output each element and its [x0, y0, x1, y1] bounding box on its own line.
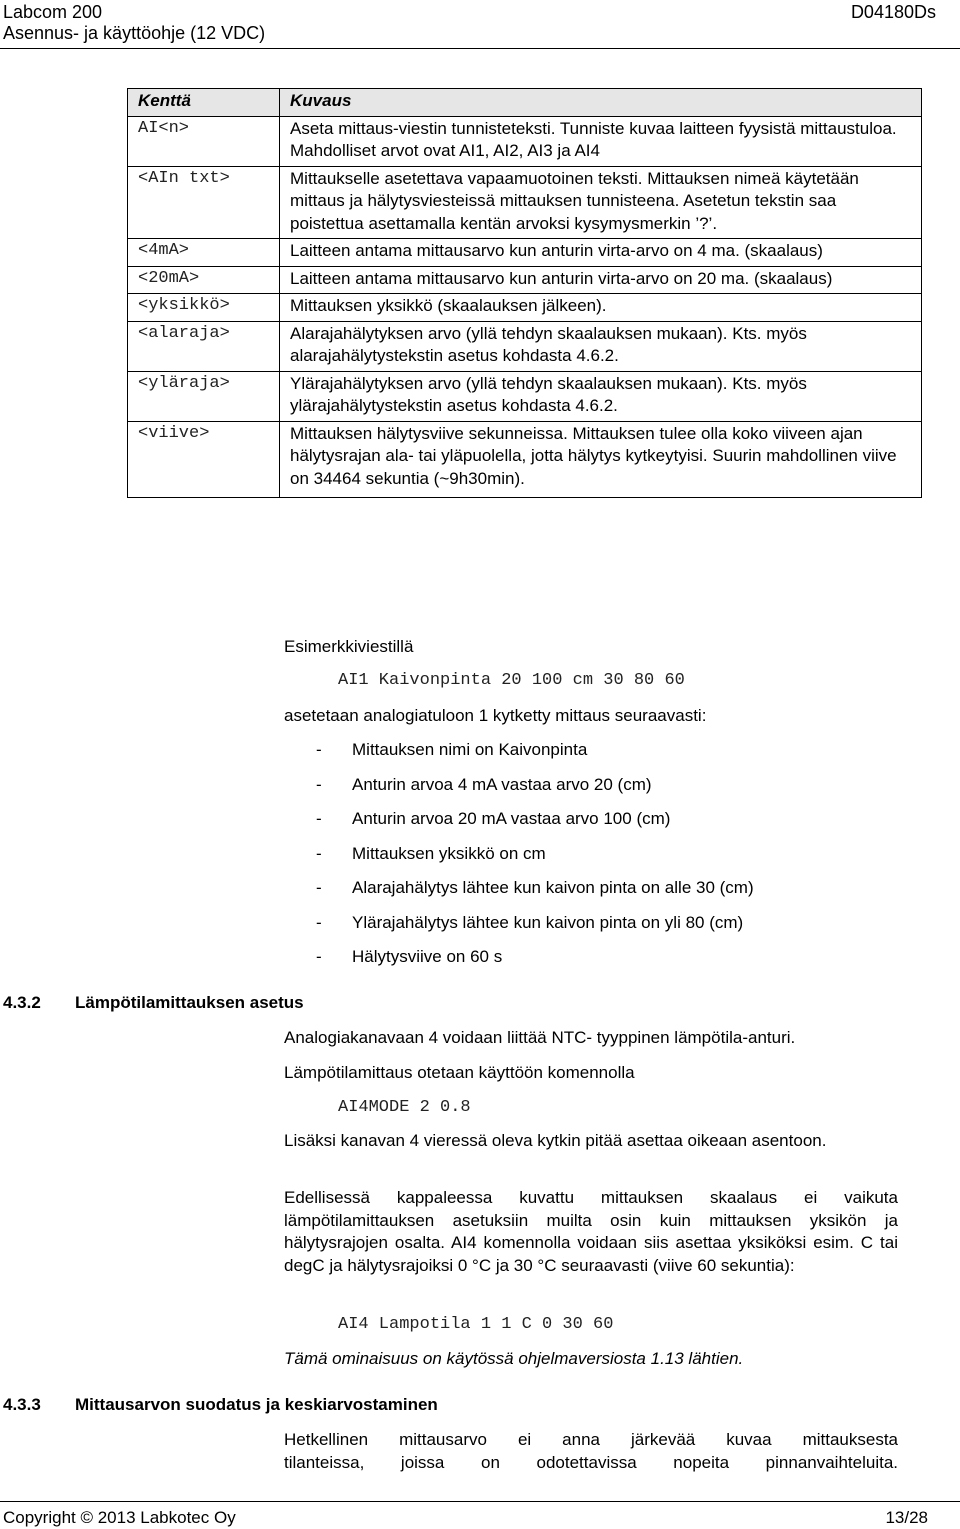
- table-row: [128, 166, 922, 239]
- command-ai4mode: AI4MODE 2 0.8: [338, 1098, 471, 1117]
- footer-copyright: Copyright © 2013 Labkotec Oy: [3, 1508, 236, 1527]
- list-item: - Mittauksen yksikkö on cm: [316, 844, 546, 863]
- field-name: <4mA>: [128, 239, 280, 267]
- list-item: - Anturin arvoa 20 mA vastaa arvo 100 (cm): [316, 809, 671, 828]
- field-description: [280, 116, 922, 166]
- field-description: Ylärajahälytyksen arvo (yllä tehdyn skaalauksen mukaan). Kts. myös ylärajahälytystekstin asetus kohdasta 4.6.2.: [280, 371, 922, 421]
- example-lead: asetetaan analogiatuloon 1 kytketty mittaus seuraavasti:: [284, 706, 707, 725]
- field-description: Mittauksen yksikkö (skaalauksen jälkeen).: [280, 294, 922, 322]
- footer-divider: [0, 1501, 960, 1502]
- section-paragraph: Lisäksi kanavan 4 vieressä oleva kytkin pitää asettaa oikeaan asentoon.: [284, 1131, 827, 1150]
- list-item: - Alarajahälytys lähtee kun kaivon pinta on alle 30 (cm): [316, 878, 754, 897]
- page-header: [0, 0, 960, 50]
- field-description: Alarajahälytyksen arvo (yllä tehdyn skaalauksen mukaan). Kts. myös alarajahälytystekstin asetus kohdasta 4.6.2.: [280, 321, 922, 371]
- field-name: <20mA>: [128, 266, 280, 294]
- header-manual-title: Asennus- ja käyttöohje (12 VDC): [3, 23, 266, 43]
- table-row: [128, 321, 922, 371]
- field-name: <alaraja>: [128, 321, 280, 371]
- section-heading-4-3-2: 4.3.2 Lämpötilamittauksen asetus: [3, 993, 304, 1012]
- field-name: <yksikkö>: [128, 294, 280, 322]
- version-note: Tämä ominaisuus on käytössä ohjelmaversiosta 1.13 lähtien.: [284, 1349, 744, 1368]
- table-row: [128, 371, 922, 421]
- field-name: <AIn txt>: [128, 166, 280, 239]
- example-command: AI1 Kaivonpinta 20 100 cm 30 80 60: [338, 671, 685, 690]
- example-intro: Esimerkkiviestillä: [284, 637, 414, 656]
- field-name: <viive>: [128, 421, 280, 498]
- column-header-field: Kenttä: [128, 89, 280, 117]
- list-item: - Anturin arvoa 4 mA vastaa arvo 20 (cm): [316, 775, 652, 794]
- field-description-table: [127, 88, 922, 498]
- footer-page-number: 13/28: [885, 1508, 928, 1527]
- section-paragraph-line: tilanteissa, joissa on odotettavissa nopeita pinnanvaihteluita.: [284, 1453, 898, 1472]
- header-product-title: Labcom 200: [3, 2, 103, 22]
- header-divider: [0, 48, 960, 49]
- section-paragraph: Analogiakanavaan 4 voidaan liittää NTC- tyyppinen lämpötila-anturi.: [284, 1028, 796, 1047]
- table-header-row: [128, 89, 922, 117]
- table-row: [128, 294, 922, 322]
- field-name: <yläraja>: [128, 371, 280, 421]
- section-paragraph: Edellisessä kappaleessa kuvattu mittauksen skaalaus ei vaikuta lämpötilamittauksen asetuksiin muilta osin kuin mittauksen yksikön ja hälytysrajojen osalta. AI4 komennolla voidaan siis asettaa yksiköksi esim. C tai degC ja hälytysrajoiksi 0 °C ja 30 °C seuraavasti (viive 60 sekuntia):: [284, 1188, 898, 1275]
- field-description: Mittaukselle asetettava vapaamuotoinen teksti. Mittauksen nimeä käytetään mittaus ja hälytysviesteissä mittauksen tunnisteena. Asetetun tekstin saa poistettua asettamalla kentän arvoksi kysymysmerkin ’?’.: [280, 166, 922, 239]
- field-description: Laitteen antama mittausarvo kun anturin virta-arvo on 20 ma. (skaalaus): [280, 266, 922, 294]
- command-ai4-temperature: AI4 Lampotila 1 1 C 0 30 60: [338, 1315, 614, 1334]
- table-row: [128, 239, 922, 267]
- list-item: - Mittauksen nimi on Kaivonpinta: [316, 740, 588, 759]
- section-paragraph: Lämpötilamittaus otetaan käyttöön komennolla: [284, 1063, 635, 1082]
- section-heading-4-3-3: 4.3.3 Mittausarvon suodatus ja keskiarvostaminen: [3, 1395, 438, 1414]
- table-row: [128, 421, 922, 498]
- list-item: - Ylärajahälytys lähtee kun kaivon pinta on yli 80 (cm): [316, 913, 744, 932]
- column-header-description: Kuvaus: [280, 89, 922, 117]
- field-description: Laitteen antama mittausarvo kun anturin virta-arvo on 4 ma. (skaalaus): [280, 239, 922, 267]
- description-text: Aseta mittaus-viestin tunnisteteksti. Tunniste kuvaa laitteen fyysistä mittaustuloa. Mahdolliset arvot ovat AI1, AI2, AI3 ja AI4: [290, 118, 897, 160]
- field-name: AI<n>: [128, 116, 280, 166]
- list-item: - Hälytysviive on 60 s: [316, 947, 503, 966]
- table-row: [128, 266, 922, 294]
- table-row: [128, 116, 922, 166]
- section-paragraph-line: Hetkellinen mittausarvo ei anna järkevää kuvaa mittauksesta: [284, 1430, 898, 1449]
- field-description: Mittauksen hälytysviive sekunneissa. Mittauksen tulee olla koko viiveen ajan hälytysrajan ala- tai yläpuolella, jotta hälytys kytkeytyisi. Suurin mahdollinen viive on 34464 sekuntia (~9h30min).: [280, 421, 922, 498]
- header-document-code: D04180Ds: [850, 2, 936, 22]
